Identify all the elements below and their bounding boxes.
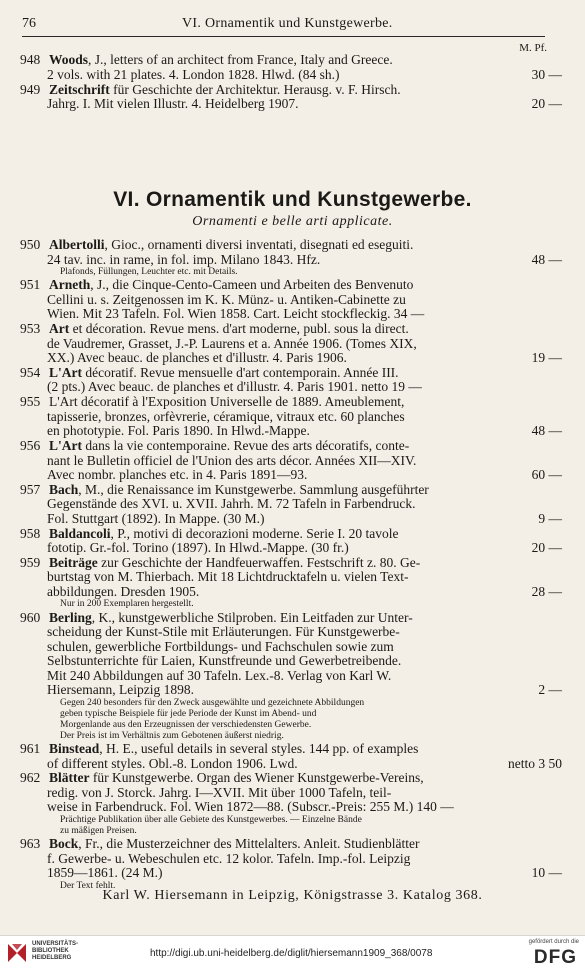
publisher-footer: Karl W. Hiersemann in Leipzig, Königstrasse 3. Katalog 368. [102, 888, 483, 903]
entry-line [47, 512, 528, 527]
entry-text: dans la vie contemporaine. Revue des arts décoratifs, conte- [85, 438, 410, 453]
entry-heading: Arneth [49, 277, 91, 293]
entry-heading: Woods [49, 52, 89, 67]
entry-line [47, 786, 528, 801]
entry-text: redig. von J. Storck. Jahrg. I—XVII. Mit über 1000 Tafeln, teil- [47, 784, 392, 800]
entry-line [49, 322, 528, 337]
entry-line: Berling, K., kunstgewerbliche Stilproben. Ein Leitfaden zur Unter- [49, 609, 413, 625]
entry-text: zur Geschichte der Handfeuerwaffen. Festschrift z. 80. Ge- [101, 554, 421, 570]
entry-price: 20 — [531, 96, 562, 111]
entry-note: Gegen 240 besonders für den Zweck ausgewählte und gezeichnete Abbildungen [60, 697, 365, 708]
entry-text: 24 tav. inc. in rame, in fol. imp. Milano 1843. Hfz. [47, 251, 321, 267]
entry-line [49, 556, 528, 571]
entry-text: abbildungen. Dresden 1905. [47, 583, 200, 599]
entry-line: Albertolli, Gioc., ornamenti diversi inventati, disegnati ed eseguiti. [49, 237, 414, 252]
entry-text: Avec nombr. planches etc. in 4. Paris 1891—93. [47, 467, 308, 482]
entry-price: 2 — [538, 682, 562, 698]
entry-text: (2 pts.) Avec beauc. de planches et d'illustr. 4. Paris 1901. netto 19 — [47, 379, 422, 395]
entry-line [47, 585, 528, 600]
entry-text: Hiersemann, Leipzig 1898. [47, 682, 194, 698]
entry-line [47, 307, 528, 322]
entry-line [47, 410, 528, 425]
entry-price: 10 — [531, 865, 562, 881]
entry-line [47, 454, 528, 469]
entry-text: für Geschichte der Architektur. Herausg. v. F. Hirsch. [113, 81, 401, 97]
entry-number: 960 [20, 609, 41, 625]
entry-line [49, 771, 528, 786]
entry-price: netto 3 50 [508, 755, 562, 771]
entry-heading: Berling [49, 609, 92, 625]
funding-note: gefördert durch die [528, 939, 579, 945]
entry-line [47, 852, 528, 867]
entry-line: Woods, J., letters of an architect from France, Italy and Greece. [49, 52, 393, 67]
entry-line [47, 351, 528, 366]
entry-heading: Albertolli [49, 237, 105, 252]
entry-line: Arneth, J., die Cinque-Cento-Cameen und Arbeiten des Benvenuto [49, 277, 414, 293]
entry-text: Gioc., ornamenti diversi inventati, disegnati ed eseguiti. [111, 237, 414, 252]
entry-text: P., motivi di decorazioni moderne. Serie I. 20 tavole [117, 525, 399, 541]
entry-number: 954 [20, 364, 41, 380]
entry-text: Fol. Stuttgart (1892). In Mappe. (30 M.) [47, 510, 265, 526]
entry-text: 2 vols. with 21 plates. 4. London 1828. Hlwd. (84 sh.) [47, 66, 340, 82]
header-rule [22, 36, 545, 37]
entry-heading: Blätter [49, 770, 90, 786]
section-subtitle: Ornamenti e belle arti applicate. [192, 214, 393, 229]
running-title: VI. Ornamentik und Kunstgewerbe. [182, 16, 393, 31]
entry-text: Wien. Mit 23 Tafeln. Fol. Wien 1858. Cart. Leicht stockfleckig. 34 — [47, 306, 425, 322]
entry-line [47, 640, 528, 655]
entry-line [47, 866, 528, 881]
entry-number: 953 [20, 321, 41, 337]
entry-heading: Beiträge [49, 554, 98, 570]
entry-text: décoratif. Revue mensuelle d'art contemporain. Année III. [85, 364, 399, 380]
entry-heading: Bach [49, 481, 79, 497]
entry-number: 955 [20, 394, 41, 410]
entry-text: scheidung der Kunst-Stile mit Erläuterungen. Für Kunstgewerbe- [47, 624, 400, 640]
entry-text: burtstag von M. Thierbach. Mit 18 Lichtdrucktafeln u. vielen Text- [47, 569, 409, 585]
entry-text: J., die Cinque-Cento-Cameen und Arbeiten des Benvenuto [97, 277, 414, 293]
entry-line [47, 468, 528, 483]
entry-number: 948 [20, 52, 41, 67]
entry-text: für Kunstgewerbe. Organ des Wiener Kunstgewerbe-Vereins, [92, 770, 424, 786]
entry-text: J., letters of an architect from France, Italy and Greece. [94, 52, 393, 67]
entry-price: 48 — [531, 423, 562, 439]
entry-number: 950 [20, 237, 41, 252]
entry-text: weise in Farbendruck. Fol. Wien 1872—88. (Subscr.-Preis: 255 M.) 140 — [47, 799, 454, 815]
entry-line: Bock, Fr., die Musterzeichner des Mittelalters. Anleit. Studienblätter [49, 836, 420, 852]
entry-text: tapisserie, bronzes, orfèvrerie, céramique, vitraux etc. 60 planches [47, 408, 405, 424]
entry-text: et décoration. Revue mens. d'art moderne, publ. sous la direct. [72, 321, 409, 337]
section-title: VI. Ornamentik und Kunstgewerbe. [113, 188, 472, 211]
entry-text: schulen, gewerbliche Fortbildungs- und Fachschulen sowie zum [47, 638, 394, 654]
entry-text: Jahrg. I. Mit vielen Illustr. 4. Heidelberg 1907. [47, 96, 299, 111]
entry-line [47, 669, 528, 684]
entry-line [47, 293, 528, 308]
entry-line [47, 570, 528, 585]
entry-heading: Binstead [49, 741, 100, 756]
entry-text: de Vaudremer, Grasset, J.-P. Laurens et a. Année 1906. (Tomes XIX, [47, 335, 417, 351]
entry-text: L'Art décoratif à l'Exposition Universelle de 1889. Ameublement, [49, 394, 405, 410]
entry-line: Binstead, H. E., useful details in several styles. 144 pp. of examples [49, 741, 419, 756]
entry-line [49, 395, 528, 410]
entry-heading: Zeitschrift [49, 81, 110, 97]
university-library-logo-icon [6, 941, 28, 965]
entry-line [49, 439, 528, 454]
entry-line [47, 625, 528, 640]
entry-number: 951 [20, 277, 41, 293]
entry-line [47, 68, 528, 83]
library-name: UNIVERSITÄTS- BIBLIOTHEK HEIDELBERG [32, 941, 79, 961]
entry-heading: Baldancoli [49, 525, 111, 541]
page-url[interactable]: http://digi.ub.uni-heidelberg.de/diglit/hiersemann1909_368/0078 [150, 948, 433, 959]
entry-text: XX.) Avec beauc. de planches et d'illustr. 4. Paris 1906. [47, 350, 347, 366]
entry-note: Nur in 200 Exemplaren hergestellt. [60, 599, 194, 610]
entry-text: Mit 240 Abbildungen auf 30 Tafeln. Lex.-8. Verlag von Karl W. [47, 667, 392, 683]
entry-number: 957 [20, 481, 41, 497]
entry-heading: Art [49, 321, 70, 337]
entry-text: Selbstunterrichte für Laien, Kunstfreunde und Gewerbetreibende. [47, 653, 402, 669]
entry-number: 962 [20, 770, 41, 786]
entry-line [47, 97, 528, 112]
viewer-footer-bar [0, 935, 585, 970]
entry-note: Prächtige Publikation über alle Gebiete des Kunstgewerbes. — Einzelne Bände [60, 814, 362, 825]
entry-text: en phototypie. Fol. Paris 1890. In Hlwd.-Mappe. [47, 423, 310, 439]
price-column-header: M. Pf. [519, 42, 547, 54]
entry-line [47, 497, 528, 512]
page-number: 76 [22, 16, 36, 31]
entry-price: 28 — [531, 583, 562, 599]
entry-note: zu mäßigen Preisen. [60, 825, 137, 836]
entry-text: K., kunstgewerbliche Stilproben. Ein Leitfaden zur Unter- [98, 609, 413, 625]
entry-note: geben typische Beispiele für jede Periode der Kunst im Abend- und [60, 708, 317, 719]
entry-note: Der Preis ist im Verhältnis zum Gebotenen äußerst niedrig. [60, 730, 284, 741]
entry-text: nant le Bulletin officiel de l'Union des arts décor. Années XII—XIV. [47, 452, 417, 468]
entry-text: Cellini u. s. Zeitgenossen im K. K. Münz- u. Antiken-Cabinette zu [47, 291, 406, 307]
entry-number: 963 [20, 836, 41, 852]
entry-text: fototip. Gr.-fol. Torino (1897). In Hlwd.-Mappe. (30 fr.) [47, 540, 349, 556]
entry-line [47, 253, 528, 268]
entry-line [47, 800, 528, 815]
entry-text: 1859—1861. (24 M.) [47, 865, 163, 881]
entry-heading: L'Art [49, 364, 82, 380]
entry-line [47, 757, 528, 772]
entry-line [47, 337, 528, 352]
entry-text: M., die Renaissance im Kunstgewerbe. Sammlung ausgeführter [85, 481, 429, 497]
entry-text: of different styles. Obl.-8. London 1906. Lwd. [47, 755, 298, 771]
entry-number: 949 [20, 81, 41, 97]
entry-line [47, 654, 528, 669]
entry-number: 958 [20, 525, 41, 541]
entry-text: Fr., die Musterzeichner des Mittelalters. Anleit. Studienblätter [85, 836, 420, 852]
entry-line [47, 541, 528, 556]
entry-number: 959 [20, 554, 41, 570]
entry-text: f. Gewerbe- u. Webeschulen etc. 12 kolor. Tafeln. Imp.-fol. Leipzig [47, 850, 411, 866]
entry-line [47, 380, 528, 395]
entry-price: 20 — [531, 540, 562, 556]
entry-line [49, 366, 528, 381]
entry-price: 60 — [531, 467, 562, 482]
entry-line [47, 683, 528, 698]
entry-price: 48 — [531, 251, 562, 267]
entry-number: 961 [20, 741, 41, 756]
entry-price: 9 — [538, 510, 562, 526]
entry-line: Baldancoli, P., motivi di decorazioni moderne. Serie I. 20 tavole [49, 525, 399, 541]
entry-text: H. E., useful details in several styles. 144 pp. of examples [106, 741, 419, 756]
dfg-logo: DFG [533, 947, 577, 968]
entry-line [47, 424, 528, 439]
entry-price: 19 — [531, 350, 562, 366]
entry-line [49, 83, 528, 98]
entry-note: Plafonds, Füllungen, Leuchter etc. mit Details. [60, 267, 238, 277]
entry-heading: L'Art [49, 438, 82, 453]
entry-text: Gegenstände des XVI. u. XVII. Jahrh. M. 72 Tafeln in Farbendruck. [47, 496, 416, 512]
entry-heading: Bock [49, 836, 79, 852]
entry-line: Bach, M., die Renaissance im Kunstgewerbe. Sammlung ausgeführter [49, 481, 429, 497]
entry-price: 30 — [531, 66, 562, 82]
entry-note: Morgenlande aus den Erzeugnissen der verschiedensten Gewerbe. [60, 719, 312, 730]
entry-number: 956 [20, 438, 41, 453]
entry-note: Der Text fehlt. [60, 880, 116, 891]
